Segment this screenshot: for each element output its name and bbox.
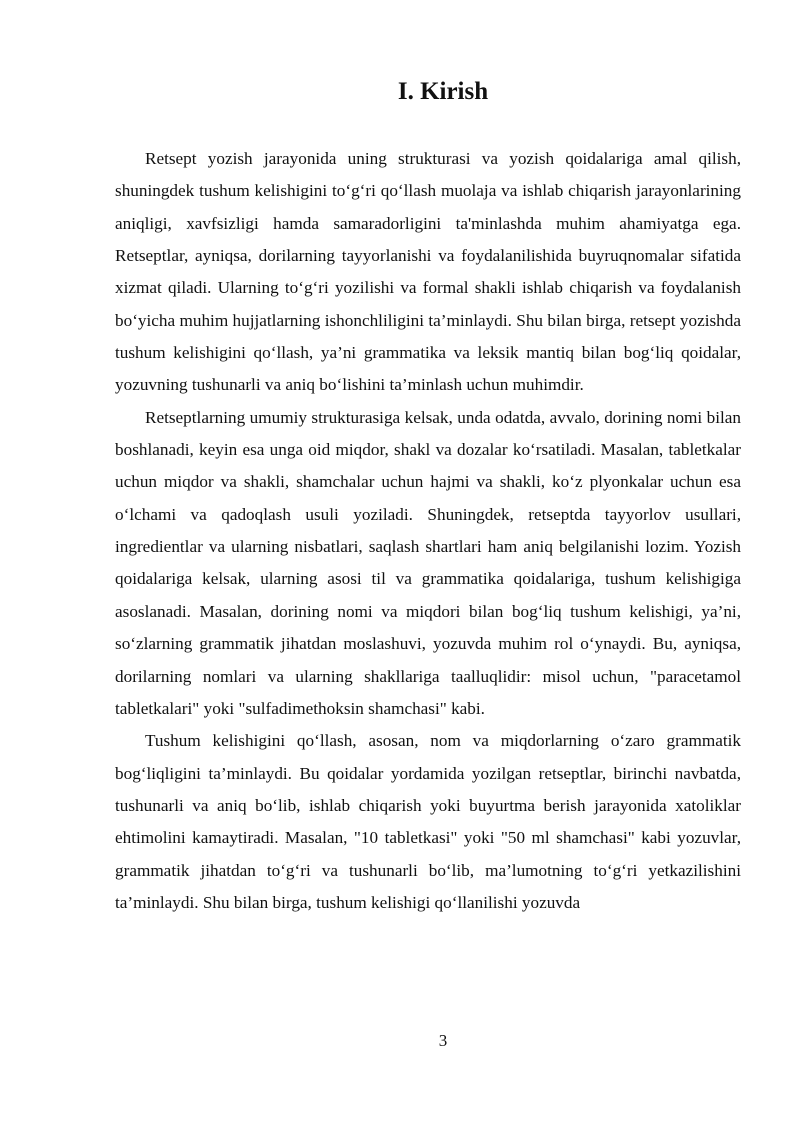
body-text (115, 143, 741, 919)
paragraph-2: Retseptlarning umumiy strukturasiga kelsak, unda odatda, avvalo, dorining nomi bilan boshlanadi, keyin esa unga oid miqdor, shakl va dozalar ko‘rsatiladi. Masalan, tabletkalar uchun miqdor va shakli, shamchalar uchun hajmi va shakli, ko‘z plyonkalar uchun esa o‘lchami va qadoqlash usuli yoziladi. Shuningdek, retseptda tayyorlov usullari, ingredientlar va ularning nisbatlari, saqlash shartlari ham aniq belgilanishi lozim. Yozish qoidalariga kelsak, ularning asosi til va grammatika qoidalariga, tushum kelishigiga asoslanadi. Masalan, dorining nomi va miqdori bilan bog‘liq tushum kelishigi, ya’ni, so‘zlarning grammatik jihatdan moslashuvi, yozuvda muhim rol o‘ynaydi. Bu, ayniqsa, dorilarning nomlari va ularning shakllariga taalluqlidir: misol uchun, "paracetamol tabletkalari" yoki "sulfadimethoksin shamchasi" kabi. (115, 407, 741, 718)
page-number: 3 (438, 1031, 448, 1050)
paragraph-1: Retsept yozish jarayonida uning strukturasi va yozish qoidalariga amal qilish, shuningdek tushum kelishigini to‘g‘ri qo‘llash muolaja va ishlab chiqarish jarayonlarining aniqligi, xavfsizligi hamda samaradorligini ta'minlashda muhim ahamiyatga ega. Retseptlar, ayniqsa, dorilarning tayyorlanishi va foydalanilishida buyruqnomalar sifatida xizmat qiladi. Ularning to‘g‘ri yozilishi va formal shakli ishlab chiqarish va foydalanish bo‘yicha muhim hujjatlarning ishonchliligini ta’minlaydi. Shu bilan birga, retsept yozishda tushum kelishigini qo‘llash, ya’ni grammatika va leksik mantiq bilan bog‘liq qoidalar, yozuvning tushunarli va aniq bo‘lishini ta’minlash uchun muhimdir. (115, 149, 741, 395)
section-title: I. Kirish (397, 78, 489, 105)
paragraph-3: Tushum kelishigini qo‘llash, asosan, nom va miqdorlarning o‘zaro grammatik bog‘liqligini ta’minlaydi. Bu qoidalar yordamida yozilgan retseptlar, birinchi navbatda, tushunarli va aniq bo‘lib, ishlab chiqarish yoki buyurtma berish jarayonida xatoliklar ehtimolini kamaytiradi. Masalan, "10 tabletkasi" yoki "50 ml shamchasi" kabi yozuvlar, grammatik jihatdan to‘g‘ri va tushunarli bo‘lib, ma’lumotning to‘g‘ri yetkazilishini ta’minlaydi. Shu bilan birga, tushum kelishigi qo‘llanilishi yozuvda (115, 731, 741, 912)
